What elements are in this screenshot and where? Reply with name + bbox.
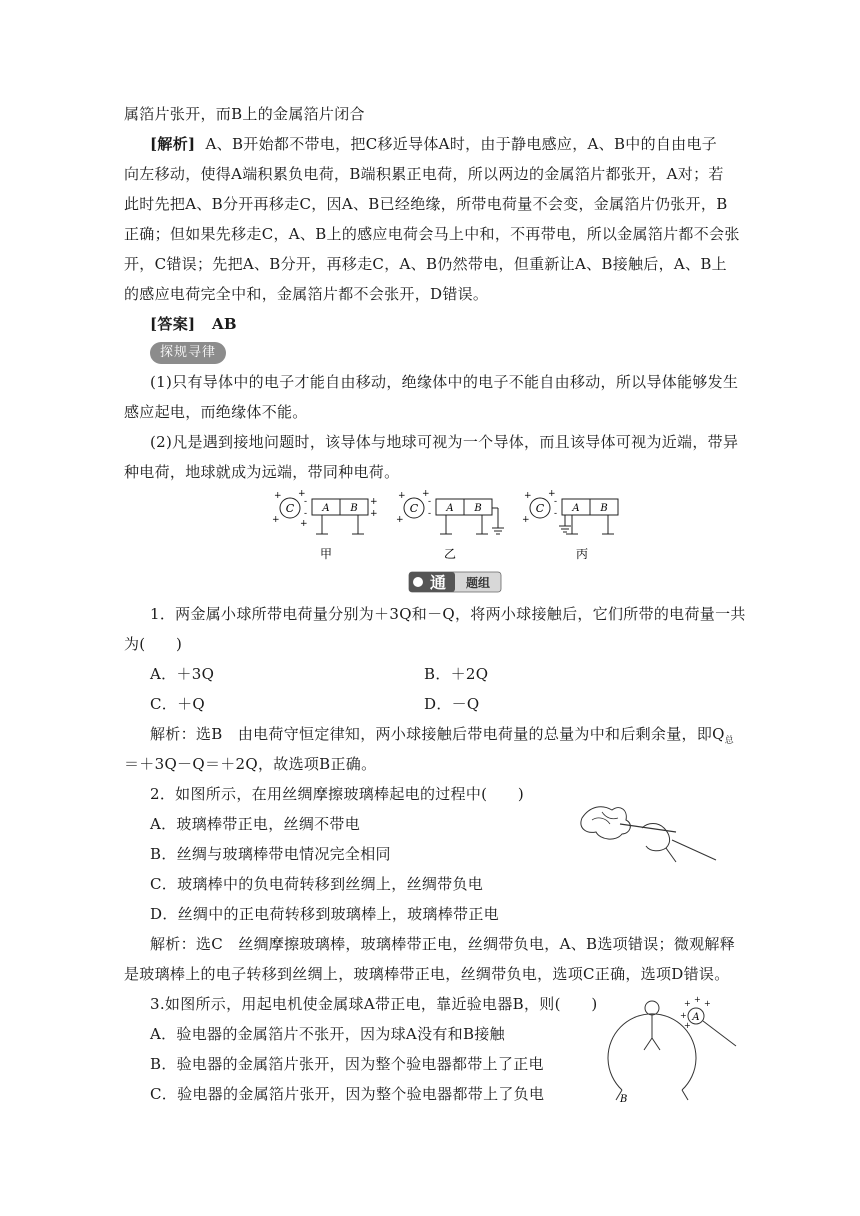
sphere-c-label: C [409,502,419,515]
electroscope-figure [600,994,750,1104]
plus-mark: + [370,497,378,507]
block-a-label: A [322,503,330,514]
silk-glass-rod-figure [576,800,726,866]
minus-mark: - [428,497,432,507]
question-1-option-c: C．＋Q [150,695,205,713]
rule-1-line-2: 感应起电，而绝缘体不能。 [124,403,308,421]
answer-label: [答案] [150,315,196,333]
subscript-total: 总 [724,736,735,746]
answer-line [150,314,237,334]
insulating-handle [703,1021,736,1046]
plus-mark: + [274,491,282,501]
analysis-paragraph-line [150,134,717,154]
plus-mark: + [522,515,530,525]
block-b-label: B [474,503,482,514]
diagram-jia [272,489,378,561]
sphere-c-label: C [285,502,295,515]
plus-mark: + [694,995,701,1004]
analysis-text: A、B开始都不带电，把C移近导体A时，由于静电感应，A、B中的自由电子 [205,135,718,153]
question-2-option-c: C．玻璃棒中的负电荷转移到丝绸上，丝绸带负电 [150,875,484,893]
analysis-label: [解析] [150,135,196,153]
minus-mark: - [554,497,558,507]
badge-sub-text: 题组 [465,576,491,590]
caption-yi: 乙 [443,547,457,561]
rule-1-line-1: (1)只有导体中的电子才能自由移动，绝缘体中的电子不能自由移动，所以导体能够发生 [150,373,739,391]
question-3-stem: 3.如图所示，用起电机使金属球A带正电，靠近验电器B，则( ) [150,995,598,1013]
solution-2-line-1: 解析：选C 丝绸摩擦玻璃棒，玻璃棒带正电，丝绸带负电，A、B选项错误；微观解释 [150,935,736,953]
question-1-option-a: A．＋3Q [150,665,215,683]
solution-2-line-2: 是玻璃棒上的电子转移到丝绸上，玻璃棒带正电，丝绸带负电，选项C正确，选项D错误。 [124,965,730,983]
plus-mark: + [704,999,711,1008]
analysis-line-3: 此时先把A、B分开再移走C，因A、B已经绝缘，所带电荷量不会变，金属箔片仍张开，B [124,195,728,213]
plus-mark: + [548,489,556,499]
plus-mark: + [272,515,280,525]
minus-mark: - [304,509,308,519]
plus-mark: + [396,515,404,525]
electroscope-label: B [620,1094,628,1104]
minus-mark: - [554,509,558,519]
question-2-option-a: A．玻璃棒带正电，丝绸不带电 [150,815,361,833]
practice-badge-shape [408,570,502,594]
answer-value: AB [211,315,237,333]
question-1-stem-cont: 为( ) [124,635,183,653]
analysis-line-5: 开，C错误；先把A、B分开，再移走C，A、B仍然带电，但重新让A、B接触后，A、B上 [124,255,727,273]
diagram-yi [396,489,504,561]
section-badge-practice [408,570,502,594]
block-b-label: B [600,503,608,514]
question-2-option-b: B．丝绸与玻璃棒带电情况完全相同 [150,845,391,863]
electroscope-knob [645,1001,659,1015]
plus-mark: + [524,491,532,501]
diagram-bing [522,489,618,561]
silk-cloth-folds [592,812,618,824]
question-2-option-d: D．丝绸中的正电荷转移到玻璃棒上，玻璃棒带正电 [150,905,499,923]
block-a-label: A [446,503,454,514]
silk-cloth-outline [581,807,630,839]
plus-mark: + [398,491,406,501]
text-line-continuation: 属箔片张开，而B上的金属箔片闭合 [124,105,365,123]
question-1-option-d: D．－Q [424,695,480,713]
solution-1-line-1 [150,724,734,751]
rule-2-line-1: (2)凡是遇到接地问题时，该导体与地球可视为一个导体，而且该导体可视为近端，带异 [150,433,739,451]
question-3-option-a: A．验电器的金属箔片不张开，因为球A没有和B接触 [150,1025,505,1043]
induction-diagram-figure [270,486,630,566]
caption-jia: 甲 [319,547,333,561]
plus-mark: + [422,489,430,499]
solution-1-line-2: ＝＋3Q－Q＝＋2Q，故选项B正确。 [124,755,377,773]
plus-mark: + [298,489,306,499]
analysis-line-4: 正确；但如果先移走C，A、B上的感应电荷会马上中和，不再带电，所以金属箔片都不会张 [124,225,740,243]
badge-main-char: 通 [429,573,447,592]
caption-bing: 丙 [575,547,589,561]
block-b-label: B [350,503,358,514]
question-3-option-b: B．验电器的金属箔片张开，因为整个验电器都带上了正电 [150,1055,544,1073]
plus-mark: + [680,1011,687,1020]
plus-mark: + [370,509,378,519]
electroscope-leaves [644,1038,660,1050]
plus-mark: + [684,999,691,1008]
electroscope-foot [682,1090,688,1100]
minus-mark: - [304,497,308,507]
plus-mark: + [300,519,308,529]
question-2-stem: 2．如图所示，在用丝绸摩擦玻璃棒起电的过程中( ) [150,785,525,803]
arm-line [672,840,716,860]
question-1-stem: 1．两金属小球所带电荷量分别为＋3Q和－Q，将两小球接触后，它们所带的电荷量一共 [150,605,746,623]
question-3-option-c: C．验电器的金属箔片张开，因为整个验电器都带上了负电 [150,1085,545,1103]
solution-1-text: 解析：选B 由电荷守恒定律知，两小球接触后带电荷量的总量为中和后剩余量，即Q [150,725,725,743]
question-1-option-b: B．＋2Q [424,665,489,683]
block-a-label: A [572,503,580,514]
plus-mark: + [684,1021,691,1030]
sphere-c-label: C [535,502,545,515]
minus-mark: - [428,509,432,519]
badge-dot-icon [413,577,423,587]
analysis-line-2: 向左移动，使得A端积累负电荷，B端积累正电荷，所以两边的金属箔片都张开，A对；若 [124,165,724,183]
charged-ball-label: A [692,1012,700,1023]
section-badge-rules: 探规寻律 [150,342,226,364]
rule-2-line-2: 种电荷，地球就成为远端，带同种电荷。 [124,463,400,481]
analysis-line-6: 的感应电荷完全中和，金属箔片都不会张开，D错误。 [124,285,489,303]
